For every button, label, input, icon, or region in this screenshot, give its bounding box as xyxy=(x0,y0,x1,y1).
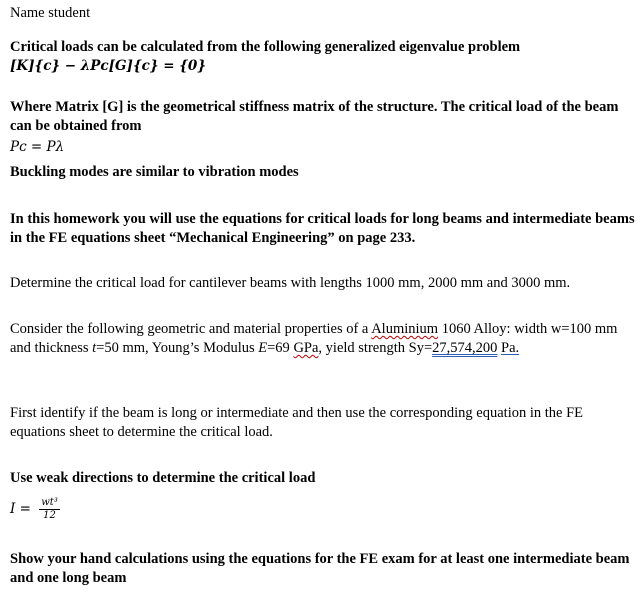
weak-direction-heading: Use weak directions to determine the critical load xyxy=(10,470,316,486)
homework-instructions: In this homework you will use the equations for critical loads for long beams and intermediate beams in the FE equations sheet “Mechanical Engineering” on page 233. xyxy=(10,211,635,246)
aluminium-word: Aluminium xyxy=(371,321,439,337)
pa-unit: Pa. xyxy=(501,340,520,356)
material-properties-paragraph: Consider the following geometric and material properties of a Aluminium 1060 Alloy: width w=100 mm and thickness t=50 mm, Young’s Modulus E=69 GPa, yield strength Sy=27,574,200 Pa. xyxy=(10,321,618,356)
determine-lengths-paragraph: Determine the critical load for cantilever beams with lengths 1000 mm, 2000 mm and 3000 mm. xyxy=(10,275,571,291)
hand-calculations-note: Show your hand calculations using the equations for the FE exam for at least one intermediate beam and one long beam xyxy=(10,551,630,586)
gpa-unit: GPa xyxy=(293,340,319,356)
eigenvalue-heading: Critical loads can be calculated from the following generalized eigenvalue problem xyxy=(10,39,521,55)
identify-beam-paragraph: First identify if the beam is long or intermediate and then use the corresponding equation in the FE equations sheet to determine the critical load. xyxy=(10,405,584,440)
eigenvalue-equation: [K]{c} − λPᴄ[G]{c} = {0} xyxy=(10,58,206,74)
yield-strength-value: 27,574,200 xyxy=(432,340,498,356)
geometric-stiffness-paragraph: Where Matrix [G] is the geometrical stiffness matrix of the structure. The critical load of the beam can be obtained from xyxy=(10,99,619,134)
name-student-label: Name student xyxy=(10,5,91,21)
inertia-fraction: $\frac{\text{wt³}}{12}$ xyxy=(41,497,58,521)
buckling-modes-note: Buckling modes are similar to vibration modes xyxy=(10,164,299,180)
critical-load-equation: Pᴄ = Pλ xyxy=(10,139,65,155)
moment-of-inertia-equation: I = $\frac{\text{wt³}}{12}$ xyxy=(10,497,58,521)
